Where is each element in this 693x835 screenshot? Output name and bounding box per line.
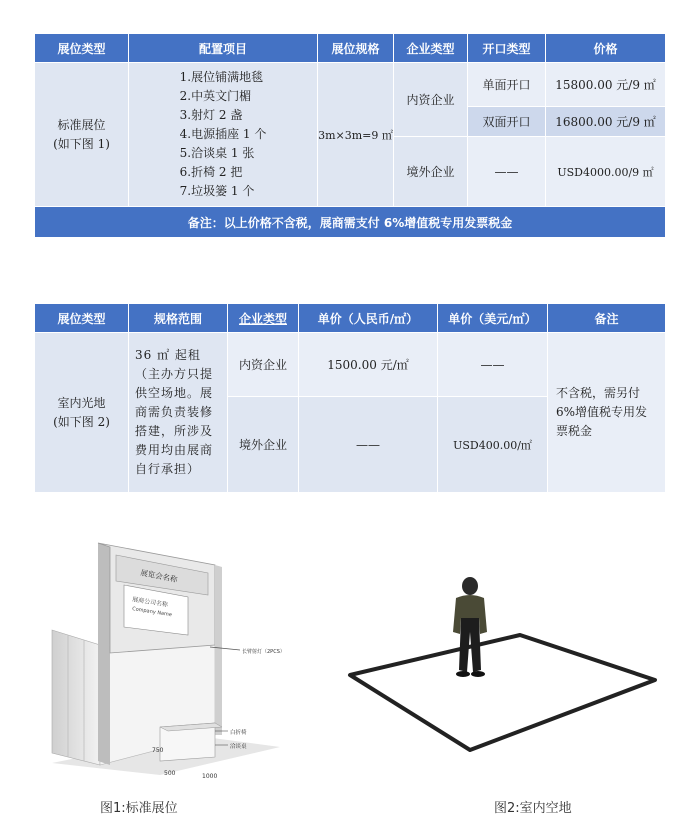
double-open-cell: 双面开口: [468, 107, 546, 137]
header-price-usd: 单价（美元/㎡）: [438, 304, 548, 333]
config-item: 2.中英文门楣: [179, 89, 252, 103]
remark-cell: 不含税，需另付 6%增值税专用发票税金: [548, 333, 666, 493]
spec-cell: 3m×3m=9 ㎡: [318, 63, 394, 207]
figure2-caption: 图2:室内空地: [494, 801, 572, 816]
space-outline: [350, 635, 655, 750]
booth-post: [98, 543, 110, 765]
booth-type-sub: (如下图 1): [53, 136, 110, 151]
raw-space-table: [34, 303, 666, 493]
config-items-cell: [129, 63, 318, 207]
booth-type-label: 室内光地: [57, 395, 106, 410]
header-company-type: 企业类型: [228, 304, 299, 333]
foreign-open-cell: ——: [468, 137, 546, 207]
dim-500: 500: [164, 770, 176, 777]
config-list: [180, 68, 267, 201]
price-foreign-cell: USD4000.00/9 ㎡: [546, 137, 666, 207]
foreign-cell: 境外企业: [394, 137, 468, 207]
config-item: 4.电源插座 1 个: [179, 127, 267, 141]
config-item: 6.折椅 2 把: [179, 165, 243, 179]
header-price: 价格: [546, 34, 666, 63]
price-note: 备注：以上价格不含税，展商需支付 6%增值税专用发票税金: [35, 207, 666, 238]
config-item: 5.洽谈桌 1 张: [179, 146, 255, 160]
domestic-cell: 内资企业: [228, 333, 299, 397]
price-rmb-domestic: 1500.00 元/㎡: [299, 333, 438, 397]
booth-type-sub: (如下图 2): [53, 414, 110, 429]
spotlight-label: 长臂射灯（2PCS）: [242, 649, 285, 655]
header-config: 配置项目: [129, 34, 318, 63]
dim-1000: 1000: [202, 773, 218, 780]
price-usd-foreign: USD400.00/㎡: [438, 397, 548, 493]
fascia-text: 展览会名称: [139, 568, 179, 585]
domestic-cell: 内资企业: [394, 63, 468, 137]
config-item: 7.垃圾篓 1 个: [179, 184, 255, 198]
header-price-rmb: 单价（人民币/㎡）: [299, 304, 438, 333]
booth-type-cell: [35, 63, 129, 207]
price-rmb-foreign: ——: [299, 397, 438, 493]
price-single-cell: 15800.00 元/9 ㎡: [546, 63, 666, 107]
booth-left-wall: [52, 630, 100, 765]
chair-label: 白折椅: [230, 730, 247, 736]
header-spec-range: 规格范围: [129, 304, 228, 333]
dim-750: 750: [152, 747, 164, 754]
spec-desc-cell: 36 ㎡ 起租（主办方只提供空场地。展商需负责装修搭建，所涉及费用均由展商自行承担）: [129, 333, 228, 493]
header-company-type: 企业类型: [394, 34, 468, 63]
header-remark: 备注: [548, 304, 666, 333]
booth-type-cell: [35, 333, 129, 493]
header-opening-type: 开口类型: [468, 34, 546, 63]
standard-booth-table: [34, 33, 666, 238]
price-usd-domestic: ——: [438, 333, 548, 397]
booth-type-label: 标准展位: [57, 117, 106, 132]
person-figure: [453, 577, 487, 677]
config-item: 3.射灯 2 盏: [179, 108, 243, 122]
company-en: Company Name: [131, 606, 173, 619]
header-booth-type: 展位类型: [35, 34, 129, 63]
config-item: 1.展位铺满地毯: [179, 70, 264, 84]
price-double-cell: 16800.00 元/9 ㎡: [546, 107, 666, 137]
header-spec: 展位规格: [318, 34, 394, 63]
figure1-caption: 图1:标准展位: [100, 801, 178, 816]
foreign-cell: 境外企业: [228, 397, 299, 493]
standard-booth-figure: [40, 535, 340, 785]
single-open-cell: 单面开口: [468, 63, 546, 107]
header-booth-type: 展位类型: [35, 304, 129, 333]
raw-space-figure: [340, 570, 660, 760]
company-cn: 展商公司名称: [131, 596, 169, 609]
table-label: 洽谈桌: [230, 744, 247, 750]
